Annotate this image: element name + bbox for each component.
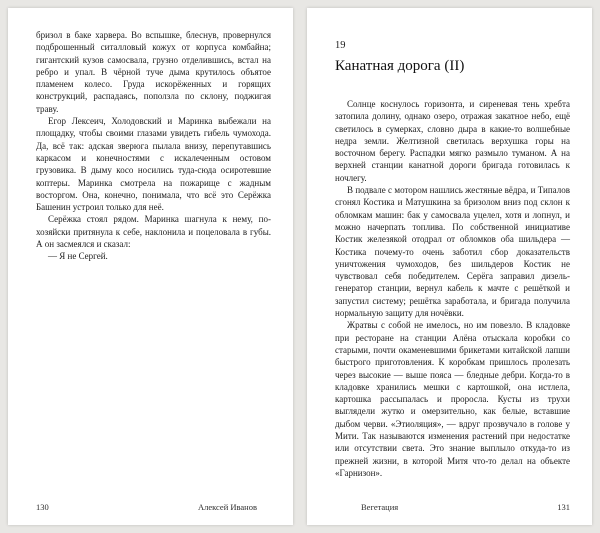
page-right: [307, 8, 592, 525]
chapter-title: Канатная дорога (II): [335, 58, 465, 74]
paragraph: бризол в баке харвера. Во вспышке, блеснув, провернулся подброшенный ситалловый кожух от корпуса комбайна; гигантский кузов самосвала, грузно отделившись, встал на ребро и упал. В чёрной туче дыма крутилось объятое пламенем колесо. Груда искорёженных и горящих конструкций, распадаясь, поползла по склону, поджигая траву.: [36, 30, 271, 114]
paragraph: Солнце коснулось горизонта, и сиреневая тень хребта затопила долину, однако озеро, отражая закатное небо, ещё светилось в сумерках, словно дыра в какие-то волшебные недра земли. Желтизной светилась верхушка горы на восточном берегу. Распадки мягко размыло туманом. А на верхней станции канатной дороги бригада готовилась к ночлегу.: [335, 99, 570, 183]
page-right-footer: [335, 502, 570, 512]
paragraph: Егор Лексеич, Холодовский и Маринка выбежали на площадку, чтобы своими глазами увидеть гибель чумохода. Да, всё так: адская зверюга пылала внизу, перепутавшись каркасом и конечностями с искалеченным остовом грузовика. В дыму косо носились туда-сюда осиротевшие коптеры. Маринка смотрела на пожарище с жадным восторгом. Она, конечно, понимала, что всё это Серёжка Башенин устроил только для неё.: [36, 116, 271, 213]
paragraph: Жратвы с собой не имелось, но им повезло. В кладовке при ресторане на станции Алёна отыскала коробки со старыми, почти окаменевшими брикетами китайской лапши быстрого приготовления. К коробкам пришлось пролезать через высокие — выше пояса — бледные дебри. Когда-то в кладовке хранились мешки с картошкой, она истлела, картошка рассыпалась и проросла. Кусты из трухи выглядели жутко и омерзительно, как белые, вставшие дыбом черви. «Этиоляция», — вдруг прозвучало в голове у Мити. Так называются изменения растений при недостатке или отсутствии света. Это знание выплыло откуда-то из прежней жизни, в которой Митя что-то делал на объекте «Гарнизон».: [335, 320, 570, 478]
running-footer-title: Вегетация: [361, 502, 399, 512]
paragraph-dialogue: — Я не Сергей.: [48, 251, 108, 262]
page-number-right: 131: [557, 502, 570, 512]
paragraph: В подвале с мотором нашлись жестяные вёдра, и Типалов сгонял Костика и Матушкина за бризолом вниз под склон к обломкам машин: бак у самосвала уцелел, хотя и лопнул, и можно начерпать топлива. По собственной инициативе Костик железякой отодрал от обломков оба шильдера — Костика почему-то очень заботил сбор доказательств уничтожения чумоходов, без шильдеров Костик не чувствовал себя победителем. Серёга заправил дизель-генератор станции, вернул кабель к мачте с решёткой и запустил систему; решётка заработала, и бригада получила нормальную защиту для ночёвки.: [335, 185, 570, 319]
running-footer-author: Алексей Иванов: [197, 502, 257, 512]
page-number-left: 130: [36, 502, 49, 512]
paragraph: Серёжка стоял рядом. Маринка шагнула к нему, по-хозяйски притянула к себе, наклонила и поцеловала в губы. А он засмеялся и сказал:: [36, 214, 271, 250]
page-left-text-column: [36, 29, 271, 263]
page-left: [8, 8, 293, 525]
page-left-footer: [36, 502, 271, 512]
page-right-text-column: [335, 98, 570, 479]
chapter-number: 19: [335, 40, 346, 51]
